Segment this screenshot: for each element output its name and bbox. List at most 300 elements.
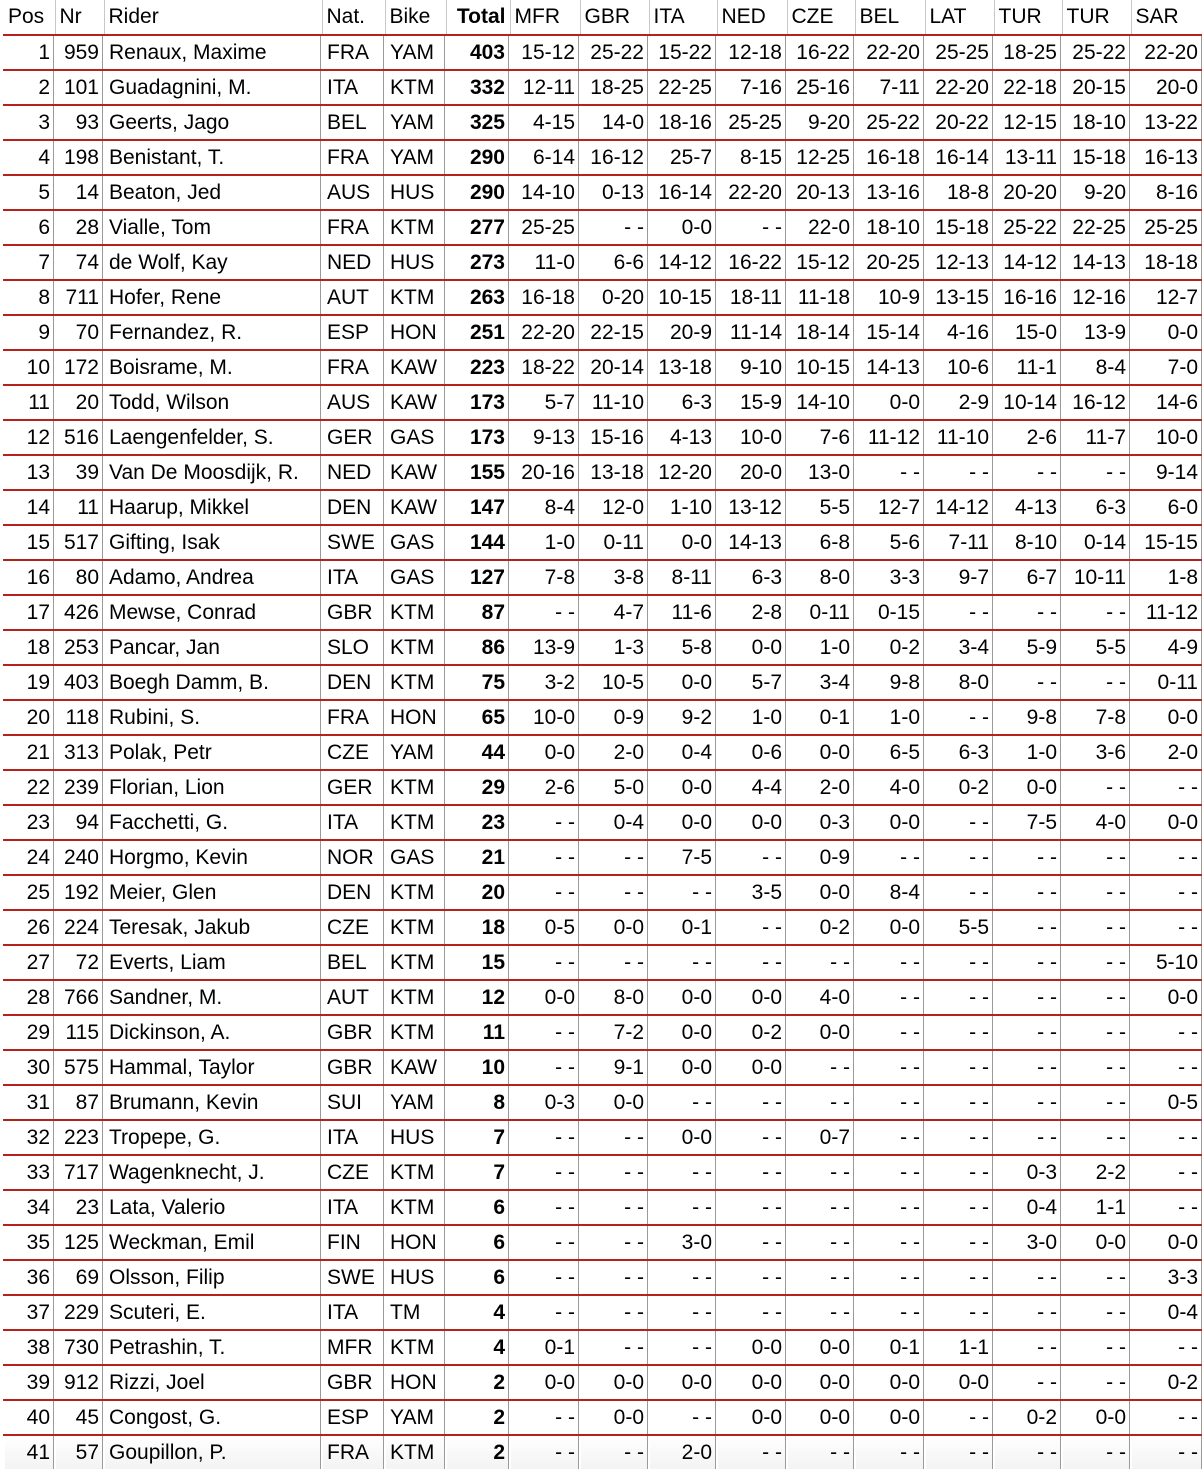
cell-race-result: - - bbox=[855, 1295, 925, 1330]
standings-table bbox=[3, 0, 1202, 1469]
cell-race-result: - - bbox=[580, 1295, 649, 1330]
cell-pos: 6 bbox=[4, 210, 55, 245]
cell-race-result: 16-13 bbox=[1131, 140, 1202, 175]
cell-race-result: 2-0 bbox=[1131, 735, 1202, 770]
cell-nr: 229 bbox=[55, 1295, 104, 1330]
cell-total: 23 bbox=[446, 805, 510, 840]
header-rider: Rider bbox=[104, 0, 322, 35]
cell-race-result: 12-7 bbox=[1131, 280, 1202, 315]
cell-race-result: - - bbox=[510, 875, 580, 910]
cell-race-result: - - bbox=[580, 210, 649, 245]
cell-nat: FRA bbox=[322, 35, 385, 70]
cell-race-result: 0-0 bbox=[717, 1050, 787, 1085]
cell-total: 173 bbox=[446, 420, 510, 455]
table-row bbox=[4, 280, 1202, 315]
cell-pos: 17 bbox=[4, 595, 55, 630]
cell-rider: Benistant, T. bbox=[104, 140, 322, 175]
table-row bbox=[4, 350, 1202, 385]
cell-race-result: 12-25 bbox=[787, 140, 855, 175]
cell-race-result: 25-16 bbox=[787, 70, 855, 105]
cell-race-result: - - bbox=[925, 1085, 994, 1120]
cell-race-result: 7-11 bbox=[925, 525, 994, 560]
cell-rider: Pancar, Jan bbox=[104, 630, 322, 665]
cell-race-result: 20-13 bbox=[787, 175, 855, 210]
cell-nr: 70 bbox=[55, 315, 104, 350]
cell-race-result: 7-5 bbox=[649, 840, 717, 875]
cell-race-result: 18-18 bbox=[1131, 245, 1202, 280]
cell-race-result: 25-22 bbox=[1062, 35, 1131, 70]
cell-total: 155 bbox=[446, 455, 510, 490]
cell-race-result: 10-15 bbox=[787, 350, 855, 385]
table-row bbox=[4, 980, 1202, 1015]
cell-race-result: - - bbox=[994, 1015, 1062, 1050]
cell-race-result: 14-10 bbox=[510, 175, 580, 210]
cell-race-result: 7-2 bbox=[580, 1015, 649, 1050]
cell-race-result: - - bbox=[855, 980, 925, 1015]
cell-bike: KAW bbox=[385, 1050, 446, 1085]
cell-nat: CZE bbox=[322, 735, 385, 770]
cell-race-result: 15-14 bbox=[855, 315, 925, 350]
cell-race-result: - - bbox=[717, 1225, 787, 1260]
cell-pos: 4 bbox=[4, 140, 55, 175]
cell-race-result: 16-18 bbox=[510, 280, 580, 315]
cell-rider: Horgmo, Kevin bbox=[104, 840, 322, 875]
cell-total: 87 bbox=[446, 595, 510, 630]
cell-race-result: 0-0 bbox=[717, 630, 787, 665]
cell-race-result: 20-15 bbox=[1062, 70, 1131, 105]
cell-race-result: 3-3 bbox=[855, 560, 925, 595]
cell-race-result: - - bbox=[649, 1330, 717, 1365]
cell-race-result: 25-25 bbox=[925, 35, 994, 70]
cell-race-result: - - bbox=[717, 945, 787, 980]
cell-race-result: 13-18 bbox=[580, 455, 649, 490]
cell-race-result: 2-0 bbox=[649, 1435, 717, 1469]
cell-rider: Meier, Glen bbox=[104, 875, 322, 910]
cell-race-result: - - bbox=[649, 945, 717, 980]
cell-bike: GAS bbox=[385, 420, 446, 455]
cell-rider: Olsson, Filip bbox=[104, 1260, 322, 1295]
cell-race-result: 15-18 bbox=[1062, 140, 1131, 175]
cell-nat: FRA bbox=[322, 210, 385, 245]
header-race: GBR bbox=[580, 0, 649, 35]
cell-race-result: 5-8 bbox=[649, 630, 717, 665]
cell-race-result: 3-5 bbox=[717, 875, 787, 910]
table-row bbox=[4, 595, 1202, 630]
cell-total: 18 bbox=[446, 910, 510, 945]
cell-race-result: 13-22 bbox=[1131, 105, 1202, 140]
header-nr: Nr bbox=[55, 0, 104, 35]
cell-race-result: 0-0 bbox=[925, 1365, 994, 1400]
header-total: Total bbox=[446, 0, 510, 35]
cell-rider: Wagenknecht, J. bbox=[104, 1155, 322, 1190]
cell-race-result: 0-2 bbox=[855, 630, 925, 665]
cell-total: 6 bbox=[446, 1225, 510, 1260]
cell-race-result: 15-0 bbox=[994, 315, 1062, 350]
cell-race-result: - - bbox=[1131, 1190, 1202, 1225]
cell-race-result: 0-0 bbox=[510, 980, 580, 1015]
cell-race-result: 0-2 bbox=[717, 1015, 787, 1050]
cell-race-result: - - bbox=[580, 1225, 649, 1260]
cell-race-result: - - bbox=[787, 1155, 855, 1190]
cell-race-result: - - bbox=[717, 910, 787, 945]
cell-race-result: - - bbox=[1062, 455, 1131, 490]
cell-race-result: 5-5 bbox=[787, 490, 855, 525]
cell-race-result: 22-25 bbox=[649, 70, 717, 105]
cell-race-result: - - bbox=[1131, 875, 1202, 910]
cell-race-result: 6-3 bbox=[925, 735, 994, 770]
cell-nr: 313 bbox=[55, 735, 104, 770]
cell-nr: 74 bbox=[55, 245, 104, 280]
cell-nr: 80 bbox=[55, 560, 104, 595]
cell-rider: Petrashin, T. bbox=[104, 1330, 322, 1365]
cell-nr: 23 bbox=[55, 1190, 104, 1225]
cell-bike: KTM bbox=[385, 1015, 446, 1050]
cell-total: 6 bbox=[446, 1260, 510, 1295]
cell-nat: CZE bbox=[322, 1155, 385, 1190]
cell-race-result: 0-1 bbox=[787, 700, 855, 735]
cell-race-result: 0-0 bbox=[510, 735, 580, 770]
cell-bike: KTM bbox=[385, 1190, 446, 1225]
cell-race-result: 0-0 bbox=[1131, 1225, 1202, 1260]
cell-race-result: - - bbox=[1131, 910, 1202, 945]
cell-race-result: - - bbox=[855, 1120, 925, 1155]
cell-rider: Everts, Liam bbox=[104, 945, 322, 980]
cell-race-result: - - bbox=[510, 1015, 580, 1050]
header-race: TUR bbox=[1062, 0, 1131, 35]
cell-nat: GBR bbox=[322, 1365, 385, 1400]
header-race: ITA bbox=[649, 0, 717, 35]
cell-race-result: 16-14 bbox=[649, 175, 717, 210]
cell-race-result: 11-10 bbox=[580, 385, 649, 420]
cell-race-result: 16-12 bbox=[1062, 385, 1131, 420]
cell-pos: 20 bbox=[4, 700, 55, 735]
cell-race-result: 10-0 bbox=[510, 700, 580, 735]
cell-rider: Lata, Valerio bbox=[104, 1190, 322, 1225]
cell-race-result: - - bbox=[1062, 1330, 1131, 1365]
cell-race-result: - - bbox=[855, 1015, 925, 1050]
cell-race-result: 0-0 bbox=[649, 805, 717, 840]
cell-race-result: 0-0 bbox=[787, 875, 855, 910]
cell-race-result: - - bbox=[925, 840, 994, 875]
cell-nr: 403 bbox=[55, 665, 104, 700]
cell-race-result: 22-20 bbox=[717, 175, 787, 210]
cell-bike: GAS bbox=[385, 560, 446, 595]
cell-race-result: - - bbox=[510, 1225, 580, 1260]
cell-bike: KTM bbox=[385, 630, 446, 665]
cell-bike: KTM bbox=[385, 1330, 446, 1365]
cell-race-result: 10-11 bbox=[1062, 560, 1131, 595]
cell-race-result: - - bbox=[994, 980, 1062, 1015]
cell-race-result: 0-0 bbox=[1131, 315, 1202, 350]
cell-race-result: 0-0 bbox=[649, 770, 717, 805]
cell-race-result: - - bbox=[510, 595, 580, 630]
cell-race-result: - - bbox=[994, 1120, 1062, 1155]
cell-nat: GBR bbox=[322, 1015, 385, 1050]
cell-race-result: 22-15 bbox=[580, 315, 649, 350]
cell-race-result: 0-2 bbox=[787, 910, 855, 945]
cell-rider: Brumann, Kevin bbox=[104, 1085, 322, 1120]
cell-race-result: 8-0 bbox=[580, 980, 649, 1015]
cell-rider: Renaux, Maxime bbox=[104, 35, 322, 70]
cell-rider: Vialle, Tom bbox=[104, 210, 322, 245]
cell-race-result: 6-3 bbox=[649, 385, 717, 420]
cell-race-result: - - bbox=[994, 1330, 1062, 1365]
cell-race-result: 1-0 bbox=[787, 630, 855, 665]
cell-race-result: 22-25 bbox=[1062, 210, 1131, 245]
cell-rider: Adamo, Andrea bbox=[104, 560, 322, 595]
cell-race-result: 20-20 bbox=[994, 175, 1062, 210]
cell-nr: 239 bbox=[55, 770, 104, 805]
table-row bbox=[4, 1435, 1202, 1469]
cell-race-result: 4-0 bbox=[1062, 805, 1131, 840]
cell-race-result: - - bbox=[1062, 840, 1131, 875]
cell-race-result: 7-8 bbox=[510, 560, 580, 595]
cell-race-result: 15-12 bbox=[787, 245, 855, 280]
table-row bbox=[4, 630, 1202, 665]
cell-race-result: 3-4 bbox=[925, 630, 994, 665]
cell-race-result: 10-0 bbox=[1131, 420, 1202, 455]
cell-race-result: 0-0 bbox=[1131, 700, 1202, 735]
cell-pos: 26 bbox=[4, 910, 55, 945]
cell-race-result: 20-9 bbox=[649, 315, 717, 350]
cell-race-result: 14-0 bbox=[580, 105, 649, 140]
cell-nat: NED bbox=[322, 245, 385, 280]
cell-race-result: - - bbox=[855, 1260, 925, 1295]
cell-nr: 115 bbox=[55, 1015, 104, 1050]
cell-race-result: 8-4 bbox=[855, 875, 925, 910]
cell-race-result: 25-22 bbox=[855, 105, 925, 140]
cell-race-result: 18-8 bbox=[925, 175, 994, 210]
cell-race-result: - - bbox=[855, 1190, 925, 1225]
cell-race-result: 14-13 bbox=[717, 525, 787, 560]
cell-nat: SWE bbox=[322, 525, 385, 560]
table-row bbox=[4, 175, 1202, 210]
cell-race-result: 10-15 bbox=[649, 280, 717, 315]
cell-race-result: 4-4 bbox=[717, 770, 787, 805]
cell-race-result: 13-9 bbox=[1062, 315, 1131, 350]
cell-race-result: - - bbox=[1062, 1435, 1131, 1469]
cell-race-result: 0-0 bbox=[649, 665, 717, 700]
table-row bbox=[4, 700, 1202, 735]
cell-bike: KTM bbox=[385, 945, 446, 980]
cell-race-result: 18-10 bbox=[1062, 105, 1131, 140]
cell-race-result: - - bbox=[580, 1155, 649, 1190]
cell-nat: ITA bbox=[322, 1190, 385, 1225]
cell-race-result: 6-14 bbox=[510, 140, 580, 175]
cell-race-result: 1-0 bbox=[510, 525, 580, 560]
cell-race-result: - - bbox=[925, 1435, 994, 1469]
cell-race-result: 6-5 bbox=[855, 735, 925, 770]
cell-race-result: 0-0 bbox=[580, 1400, 649, 1435]
table-body bbox=[4, 35, 1202, 1469]
cell-rider: Gifting, Isak bbox=[104, 525, 322, 560]
cell-race-result: 10-0 bbox=[717, 420, 787, 455]
cell-race-result: 0-14 bbox=[1062, 525, 1131, 560]
cell-race-result: - - bbox=[925, 1015, 994, 1050]
cell-bike: HUS bbox=[385, 1120, 446, 1155]
cell-total: 10 bbox=[446, 1050, 510, 1085]
header-race: CZE bbox=[787, 0, 855, 35]
table-row bbox=[4, 665, 1202, 700]
cell-pos: 38 bbox=[4, 1330, 55, 1365]
cell-race-result: - - bbox=[510, 1120, 580, 1155]
cell-total: 127 bbox=[446, 560, 510, 595]
cell-pos: 13 bbox=[4, 455, 55, 490]
cell-race-result: 0-0 bbox=[855, 805, 925, 840]
cell-bike: KAW bbox=[385, 350, 446, 385]
cell-total: 290 bbox=[446, 140, 510, 175]
cell-pos: 37 bbox=[4, 1295, 55, 1330]
cell-nat: CZE bbox=[322, 910, 385, 945]
cell-race-result: 8-0 bbox=[925, 665, 994, 700]
cell-race-result: 2-6 bbox=[994, 420, 1062, 455]
cell-race-result: - - bbox=[925, 1260, 994, 1295]
cell-pos: 11 bbox=[4, 385, 55, 420]
cell-bike: KTM bbox=[385, 210, 446, 245]
cell-race-result: 13-0 bbox=[787, 455, 855, 490]
cell-race-result: 11-18 bbox=[787, 280, 855, 315]
cell-race-result: - - bbox=[580, 1435, 649, 1469]
cell-race-result: - - bbox=[855, 840, 925, 875]
cell-nat: AUT bbox=[322, 980, 385, 1015]
cell-race-result: 16-16 bbox=[994, 280, 1062, 315]
cell-race-result: 2-6 bbox=[510, 770, 580, 805]
cell-race-result: 5-10 bbox=[1131, 945, 1202, 980]
cell-race-result: - - bbox=[1062, 595, 1131, 630]
cell-total: 2 bbox=[446, 1400, 510, 1435]
cell-race-result: - - bbox=[717, 1295, 787, 1330]
cell-race-result: 0-13 bbox=[580, 175, 649, 210]
cell-race-result: 0-2 bbox=[925, 770, 994, 805]
cell-total: 144 bbox=[446, 525, 510, 560]
cell-race-result: 6-0 bbox=[1131, 490, 1202, 525]
cell-total: 273 bbox=[446, 245, 510, 280]
cell-race-result: 0-0 bbox=[717, 1365, 787, 1400]
cell-race-result: 9-2 bbox=[649, 700, 717, 735]
cell-race-result: 20-25 bbox=[855, 245, 925, 280]
table-row bbox=[4, 210, 1202, 245]
cell-total: 65 bbox=[446, 700, 510, 735]
cell-race-result: - - bbox=[855, 945, 925, 980]
cell-race-result: 0-0 bbox=[787, 1015, 855, 1050]
cell-nat: AUS bbox=[322, 175, 385, 210]
cell-race-result: 0-5 bbox=[1131, 1085, 1202, 1120]
cell-race-result: - - bbox=[925, 455, 994, 490]
cell-race-result: 14-13 bbox=[1062, 245, 1131, 280]
cell-race-result: 0-2 bbox=[994, 1400, 1062, 1435]
cell-total: 44 bbox=[446, 735, 510, 770]
table-row bbox=[4, 840, 1202, 875]
cell-race-result: 0-0 bbox=[1131, 805, 1202, 840]
cell-bike: YAM bbox=[385, 1400, 446, 1435]
cell-rider: de Wolf, Kay bbox=[104, 245, 322, 280]
cell-nr: 125 bbox=[55, 1225, 104, 1260]
cell-race-result: - - bbox=[649, 1295, 717, 1330]
table-row bbox=[4, 560, 1202, 595]
cell-race-result: 13-11 bbox=[994, 140, 1062, 175]
cell-race-result: - - bbox=[580, 1190, 649, 1225]
cell-nr: 224 bbox=[55, 910, 104, 945]
cell-race-result: - - bbox=[1062, 875, 1131, 910]
cell-race-result: 0-20 bbox=[580, 280, 649, 315]
cell-race-result: 0-1 bbox=[649, 910, 717, 945]
cell-nat: FRA bbox=[322, 1435, 385, 1469]
cell-race-result: 4-0 bbox=[855, 770, 925, 805]
cell-race-result: 20-0 bbox=[717, 455, 787, 490]
cell-bike: YAM bbox=[385, 140, 446, 175]
cell-pos: 19 bbox=[4, 665, 55, 700]
table-row bbox=[4, 1155, 1202, 1190]
cell-race-result: - - bbox=[510, 1155, 580, 1190]
table-row bbox=[4, 315, 1202, 350]
cell-race-result: 12-20 bbox=[649, 455, 717, 490]
cell-race-result: 25-25 bbox=[717, 105, 787, 140]
cell-pos: 39 bbox=[4, 1365, 55, 1400]
cell-race-result: 0-11 bbox=[1131, 665, 1202, 700]
table-row bbox=[4, 525, 1202, 560]
cell-rider: Rizzi, Joel bbox=[104, 1365, 322, 1400]
cell-race-result: 0-0 bbox=[787, 1400, 855, 1435]
cell-race-result: 0-3 bbox=[787, 805, 855, 840]
cell-nat: ESP bbox=[322, 1400, 385, 1435]
cell-bike: KTM bbox=[385, 280, 446, 315]
cell-race-result: - - bbox=[717, 1120, 787, 1155]
cell-nat: ESP bbox=[322, 315, 385, 350]
cell-race-result: 0-0 bbox=[510, 1365, 580, 1400]
cell-race-result: 2-8 bbox=[717, 595, 787, 630]
table-row bbox=[4, 1015, 1202, 1050]
cell-race-result: - - bbox=[994, 455, 1062, 490]
cell-rider: Boegh Damm, B. bbox=[104, 665, 322, 700]
cell-race-result: 2-9 bbox=[925, 385, 994, 420]
cell-race-result: 0-1 bbox=[855, 1330, 925, 1365]
cell-pos: 3 bbox=[4, 105, 55, 140]
cell-race-result: 0-0 bbox=[717, 1400, 787, 1435]
cell-race-result: - - bbox=[510, 805, 580, 840]
cell-race-result: 0-0 bbox=[855, 1365, 925, 1400]
cell-race-result: 1-1 bbox=[925, 1330, 994, 1365]
cell-race-result: - - bbox=[1131, 1435, 1202, 1469]
cell-race-result: - - bbox=[1062, 1260, 1131, 1295]
cell-race-result: 5-5 bbox=[925, 910, 994, 945]
cell-total: 147 bbox=[446, 490, 510, 525]
cell-race-result: 5-5 bbox=[1062, 630, 1131, 665]
cell-race-result: - - bbox=[510, 1260, 580, 1295]
cell-race-result: - - bbox=[925, 1050, 994, 1085]
cell-race-result: 20-0 bbox=[1131, 70, 1202, 105]
cell-nr: 192 bbox=[55, 875, 104, 910]
cell-race-result: 25-22 bbox=[580, 35, 649, 70]
cell-bike: KTM bbox=[385, 875, 446, 910]
header-nat: Nat. bbox=[322, 0, 385, 35]
cell-race-result: 16-22 bbox=[717, 245, 787, 280]
cell-race-result: - - bbox=[1062, 945, 1131, 980]
cell-race-result: 16-14 bbox=[925, 140, 994, 175]
cell-race-result: 0-0 bbox=[1062, 1400, 1131, 1435]
cell-total: 332 bbox=[446, 70, 510, 105]
cell-race-result: - - bbox=[649, 1155, 717, 1190]
table-row bbox=[4, 770, 1202, 805]
cell-nat: GBR bbox=[322, 1050, 385, 1085]
cell-race-result: 14-13 bbox=[855, 350, 925, 385]
cell-nat: ITA bbox=[322, 805, 385, 840]
cell-race-result: 22-20 bbox=[925, 70, 994, 105]
cell-race-result: - - bbox=[925, 595, 994, 630]
cell-nr: 517 bbox=[55, 525, 104, 560]
cell-race-result: - - bbox=[580, 875, 649, 910]
cell-race-result: 1-8 bbox=[1131, 560, 1202, 595]
cell-nr: 20 bbox=[55, 385, 104, 420]
